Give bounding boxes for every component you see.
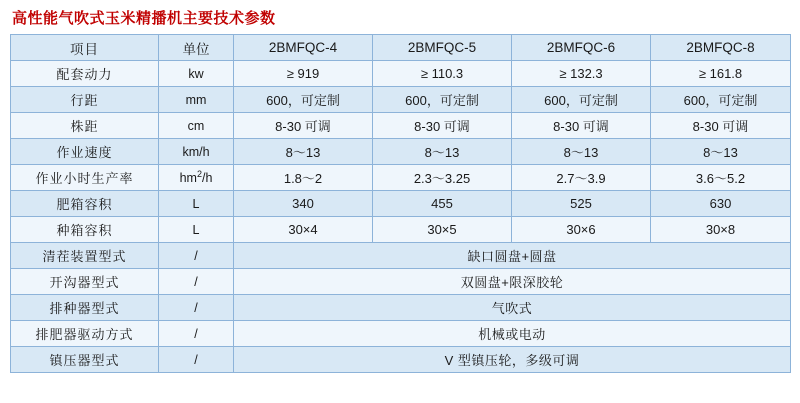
row-unit: / — [159, 321, 234, 347]
row-value-merged: 双圆盘+限深胶轮 — [234, 269, 791, 295]
row-unit: km/h — [159, 139, 234, 165]
row-label: 清茬装置型式 — [11, 243, 159, 269]
row-unit: L — [159, 217, 234, 243]
column-header-model-3: 2BMFQC-6 — [512, 35, 651, 61]
table-row — [11, 191, 791, 217]
row-label: 株距 — [11, 113, 159, 139]
row-value: 2.3～3.25 — [373, 165, 512, 191]
row-label: 配套动力 — [11, 61, 159, 87]
table-row — [11, 321, 791, 347]
row-value: 340 — [234, 191, 373, 217]
row-value: 8-30 可调 — [373, 113, 512, 139]
row-unit: L — [159, 191, 234, 217]
spec-table-body — [11, 35, 791, 373]
row-value: 455 — [373, 191, 512, 217]
row-value: 600，可定制 — [512, 87, 651, 113]
row-unit: / — [159, 347, 234, 373]
row-value: ≥ 110.3 — [373, 61, 512, 87]
row-unit: cm — [159, 113, 234, 139]
row-unit: mm — [159, 87, 234, 113]
row-value: 600，可定制 — [373, 87, 512, 113]
row-label: 排肥器驱动方式 — [11, 321, 159, 347]
row-label: 排种器型式 — [11, 295, 159, 321]
row-value: 2.7～3.9 — [512, 165, 651, 191]
row-value-merged: V 型镇压轮，多级可调 — [234, 347, 791, 373]
row-value: 30×6 — [512, 217, 651, 243]
row-label: 种箱容积 — [11, 217, 159, 243]
row-value-merged: 气吹式 — [234, 295, 791, 321]
row-unit: / — [159, 295, 234, 321]
row-value: 630 — [651, 191, 791, 217]
row-value: 600，可定制 — [651, 87, 791, 113]
column-header-model-4: 2BMFQC-8 — [651, 35, 791, 61]
row-value: 8-30 可调 — [512, 113, 651, 139]
row-label: 行距 — [11, 87, 159, 113]
table-row — [11, 217, 791, 243]
row-unit: kw — [159, 61, 234, 87]
row-label: 肥箱容积 — [11, 191, 159, 217]
row-value: 525 — [512, 191, 651, 217]
row-value: 30×8 — [651, 217, 791, 243]
table-row — [11, 243, 791, 269]
row-unit: $hm^2/h$ — [159, 165, 234, 191]
row-label: 开沟器型式 — [11, 269, 159, 295]
row-value: 8-30 可调 — [651, 113, 791, 139]
table-row — [11, 87, 791, 113]
column-header-item: 项目 — [11, 35, 159, 61]
row-value: 1.8～2 — [234, 165, 373, 191]
row-value: 8～13 — [234, 139, 373, 165]
row-value: 30×4 — [234, 217, 373, 243]
row-value: 600，可定制 — [234, 87, 373, 113]
row-value: 8～13 — [373, 139, 512, 165]
row-label: 镇压器型式 — [11, 347, 159, 373]
row-label: 作业小时生产率 — [11, 165, 159, 191]
row-value: 8～13 — [651, 139, 791, 165]
row-value: ≥ 919 — [234, 61, 373, 87]
row-value-merged: 缺口圆盘+圆盘 — [234, 243, 791, 269]
table-row — [11, 113, 791, 139]
row-value: ≥ 161.8 — [651, 61, 791, 87]
spec-table — [10, 34, 791, 373]
column-header-unit: 单位 — [159, 35, 234, 61]
row-unit: / — [159, 269, 234, 295]
row-value: 30×5 — [373, 217, 512, 243]
row-unit: / — [159, 243, 234, 269]
row-label: 作业速度 — [11, 139, 159, 165]
row-value-merged: 机械或电动 — [234, 321, 791, 347]
table-row — [11, 165, 791, 191]
row-value: 8-30 可调 — [234, 113, 373, 139]
page-title: 高性能气吹式玉米精播机主要技术参数 — [12, 10, 276, 27]
row-value: 8～13 — [512, 139, 651, 165]
table-row — [11, 347, 791, 373]
column-header-model-1: 2BMFQC-4 — [234, 35, 373, 61]
table-row — [11, 139, 791, 165]
row-value: ≥ 132.3 — [512, 61, 651, 87]
table-row — [11, 61, 791, 87]
table-header-row — [11, 35, 791, 61]
column-header-model-2: 2BMFQC-5 — [373, 35, 512, 61]
table-row — [11, 295, 791, 321]
table-row — [11, 269, 791, 295]
row-value: 3.6～5.2 — [651, 165, 791, 191]
